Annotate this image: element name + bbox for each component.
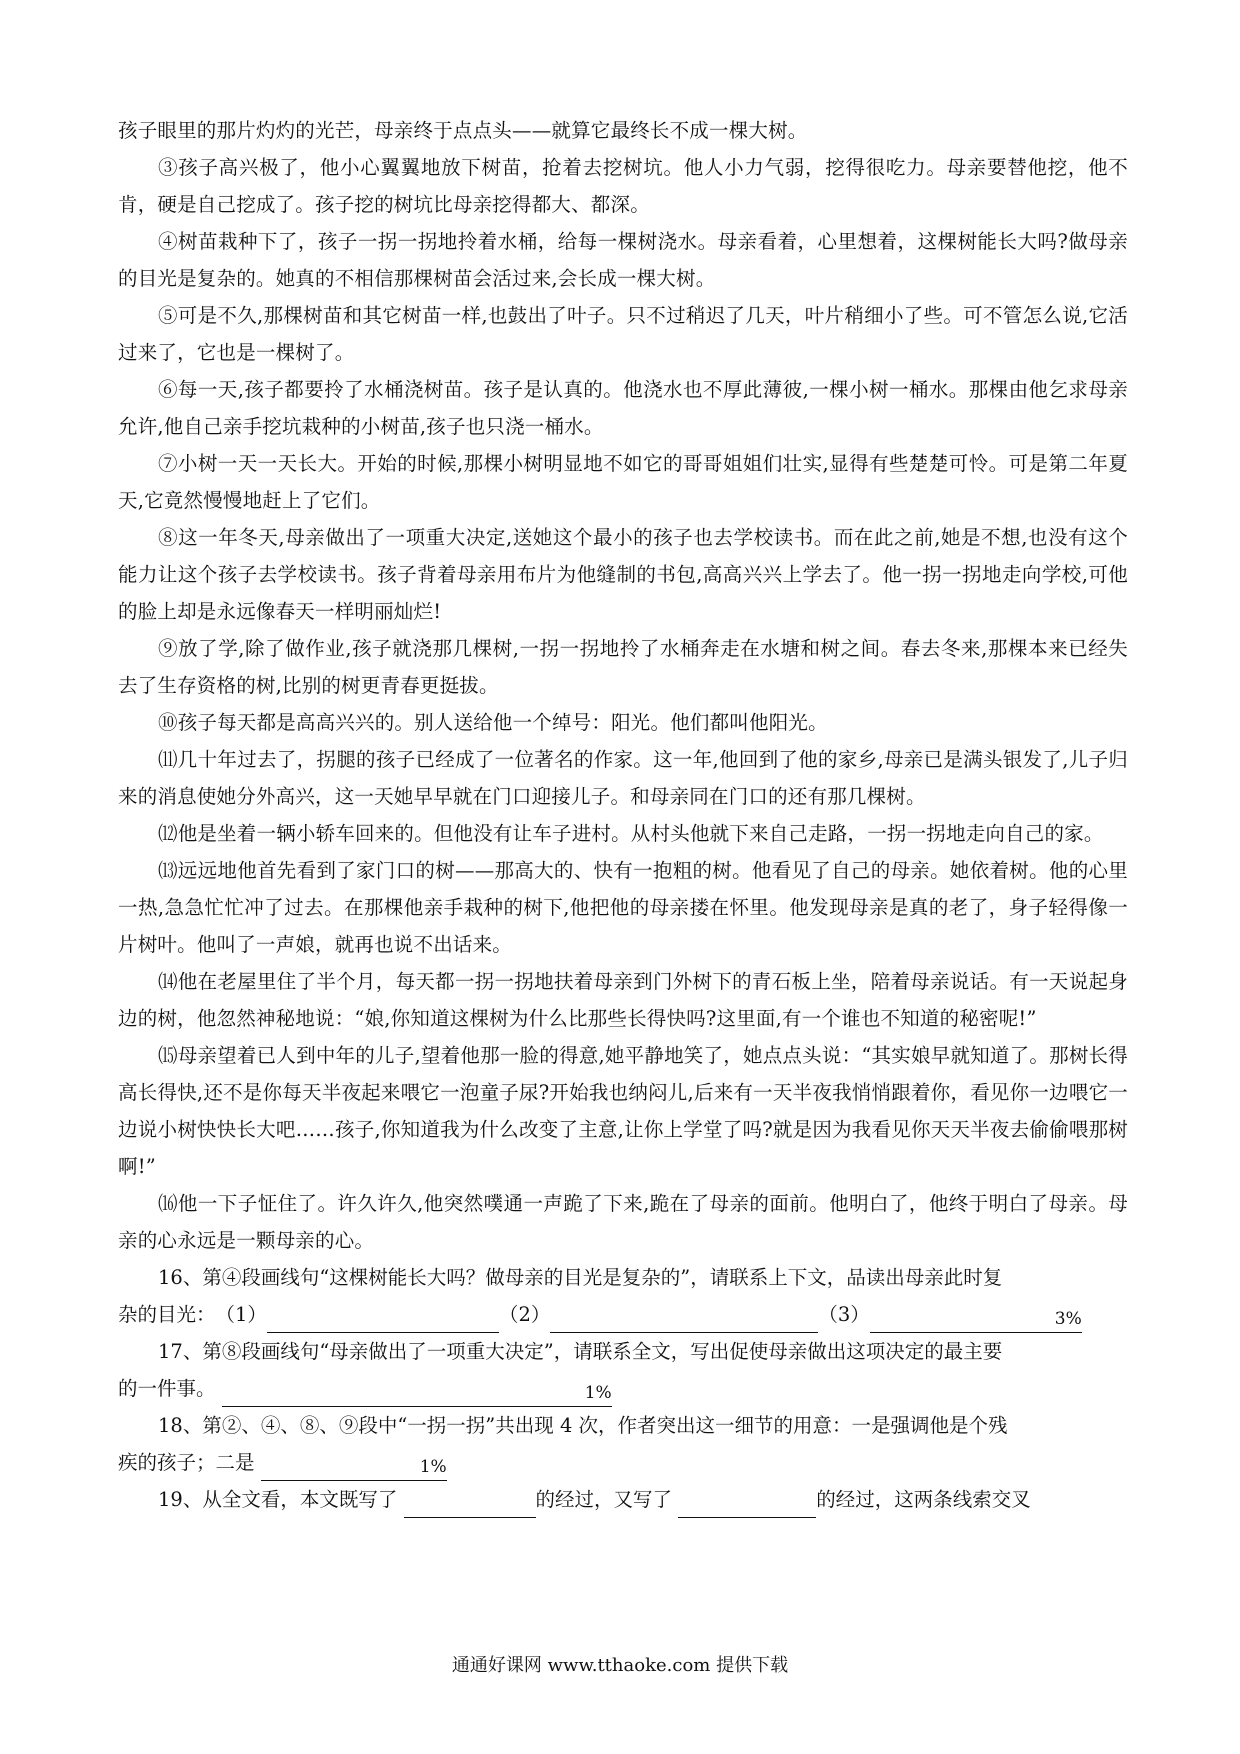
paragraph-10: ⑩孩子每天都是高高兴兴的。别人送给他一个绰号：阳光。他们都叫他阳光。 xyxy=(158,711,828,734)
question-16-text: 16、第④段画线句“这棵树能长大吗？做母亲的目光是复杂的”，请联系上下文，品读出母亲此时复 xyxy=(158,1266,1003,1289)
question-17 xyxy=(118,1333,1128,1407)
question-16-label-3: （3） xyxy=(818,1303,870,1326)
paragraph-2-continued: 孩子眼里的那片灼灼的光芒，母亲终于点点头——就算它最终长不成一棵大树。 xyxy=(118,119,808,142)
paragraph-11: ⑾几十年过去了，拐腿的孩子已经成了一位著名的作家。这一年,他回到了他的家乡,母亲已是满头银发了,儿子归来的消息使她分外高兴，这一天她早早就在门口迎接儿子。和母亲同在门口的还有那几棵树。 xyxy=(118,748,1128,808)
question-16-label-2: （2） xyxy=(498,1303,551,1326)
question-19-text-a: 19、从全文看，本文既写了 xyxy=(158,1488,398,1511)
paragraph-15: ⒂母亲望着已人到中年的儿子,望着他那一脸的得意,她平静地笑了，她点点头说：“其实娘早就知道了。那树长得高长得快,还不是你每天半夜起来喂它一泡童子尿?开始我也纳闷儿,后来有一天半夜我悄悄跟着你，看见你一边喂它一边说小树快快长大吧……孩子,你知道我为什么改变了主意,让你上学堂了吗?就是因为我看见你天天半夜去偷偷喂那树啊!” xyxy=(118,1044,1128,1178)
answer-blank-17[interactable] xyxy=(222,1380,612,1407)
question-18 xyxy=(118,1407,1128,1481)
paragraph-4: ④树苗栽种下了，孩子一拐一拐地拎着水桶，给每一棵树浇水。母亲看着，心里想着，这棵树能长大吗?做母亲的目光是复杂的。她真的不相信那棵树苗会活过来,会长成一棵大树。 xyxy=(118,230,1128,290)
score-17: 1% xyxy=(584,1383,612,1403)
page-footer: 通通好课网 www.tthaoke.com 提供下载 xyxy=(451,1655,789,1676)
answer-blank-19-2[interactable] xyxy=(678,1491,816,1518)
paragraph-12: ⑿他是坐着一辆小轿车回来的。但他没有让车子进村。从村头他就下来自己走路，一拐一拐地走向自己的家。 xyxy=(158,822,1104,845)
paragraph-5: ⑤可是不久,那棵树苗和其它树苗一样,也鼓出了叶子。只不过稍迟了几天，叶片稍细小了些。可不管怎么说,它活过来了，它也是一棵树了。 xyxy=(118,304,1128,364)
question-16 xyxy=(118,1259,1128,1333)
question-17-text: 17、第⑧段画线句“母亲做出了一项重大决定”，请联系全文，写出促使母亲做出这项决定的最主要 xyxy=(158,1340,1003,1363)
paragraph-9: ⑨放了学,除了做作业,孩子就浇那几棵树,一拐一拐地拎了水桶奔走在水塘和树之间。春去冬来,那棵本来已经失去了生存资格的树,比别的树更青春更挺拔。 xyxy=(118,637,1128,697)
question-17-text-b: 的一件事。 xyxy=(118,1377,216,1400)
answer-blank-16-1[interactable] xyxy=(267,1306,499,1333)
paragraph-16: ⒃他一下子怔住了。许久许久,他突然噗通一声跪了下来,跪在了母亲的面前。他明白了，他终于明白了母亲。母亲的心永远是一颗母亲的心。 xyxy=(118,1192,1128,1252)
paragraph-6: ⑥每一天,孩子都要拎了水桶浇树苗。孩子是认真的。他浇水也不厚此薄彼,一棵小树一桶水。那棵由他乞求母亲允许,他自己亲手挖坑栽种的小树苗,孩子也只浇一桶水。 xyxy=(118,378,1128,438)
question-18-text-b: 疾的孩子；二是 xyxy=(118,1451,255,1474)
score-18: 1% xyxy=(419,1457,447,1477)
answer-blank-19-1[interactable] xyxy=(404,1491,536,1518)
paragraph-3: ③孩子高兴极了，他小心翼翼地放下树苗，抢着去挖树坑。他人小力气弱，挖得很吃力。母亲要替他挖，他不肯，硬是自己挖成了。孩子挖的树坑比母亲挖得都大、都深。 xyxy=(118,156,1128,216)
document-body xyxy=(118,112,1128,1518)
paragraph-8: ⑧这一年冬天,母亲做出了一项重大决定,送她这个最小的孩子也去学校读书。而在此之前,她是不想,也没有这个能力让这个孩子去学校读书。孩子背着母亲用布片为他缝制的书包,高高兴兴上学去了。他一拐一拐地走向学校,可他的脸上却是永远像春天一样明丽灿烂! xyxy=(118,526,1128,623)
question-16-label-1: （1） xyxy=(215,1303,267,1326)
paragraph-13: ⒀远远地他首先看到了家门口的树——那高大的、快有一抱粗的树。他看见了自己的母亲。她依着树。他的心里一热,急急忙忙冲了过去。在那棵他亲手栽种的树下,他把他的母亲搂在怀里。他发现母亲是真的老了，身子轻得像一片树叶。他叫了一声娘，就再也说不出话来。 xyxy=(118,859,1128,956)
question-16-text-b: 杂的目光： xyxy=(118,1303,216,1326)
question-19-text-c: 的经过，这两条线索交叉 xyxy=(816,1488,1031,1511)
question-18-text: 18、第②、④、⑧、⑨段中“一拐一拐”共出现 4 次，作者突出这一细节的用意：一是强调他是个残 xyxy=(158,1414,1008,1437)
question-19 xyxy=(118,1481,1128,1518)
paragraph-14: ⒁他在老屋里住了半个月，每天都一拐一拐地扶着母亲到门外树下的青石板上坐，陪着母亲说话。有一天说起身边的树，他忽然神秘地说：“娘,你知道这棵树为什么比那些长得快吗?这里面,有一个谁也不知道的秘密呢!” xyxy=(118,970,1128,1030)
answer-blank-16-3[interactable] xyxy=(870,1306,1082,1333)
question-19-text-b: 的经过，又写了 xyxy=(535,1488,673,1511)
score-16: 3% xyxy=(1054,1309,1082,1329)
paragraph-7: ⑦小树一天一天长大。开始的时候,那棵小树明显地不如它的哥哥姐姐们壮实,显得有些楚楚可怜。可是第二年夏天,它竟然慢慢地赶上了它们。 xyxy=(118,452,1128,512)
answer-blank-16-2[interactable] xyxy=(550,1306,818,1333)
answer-blank-18[interactable] xyxy=(261,1454,447,1481)
